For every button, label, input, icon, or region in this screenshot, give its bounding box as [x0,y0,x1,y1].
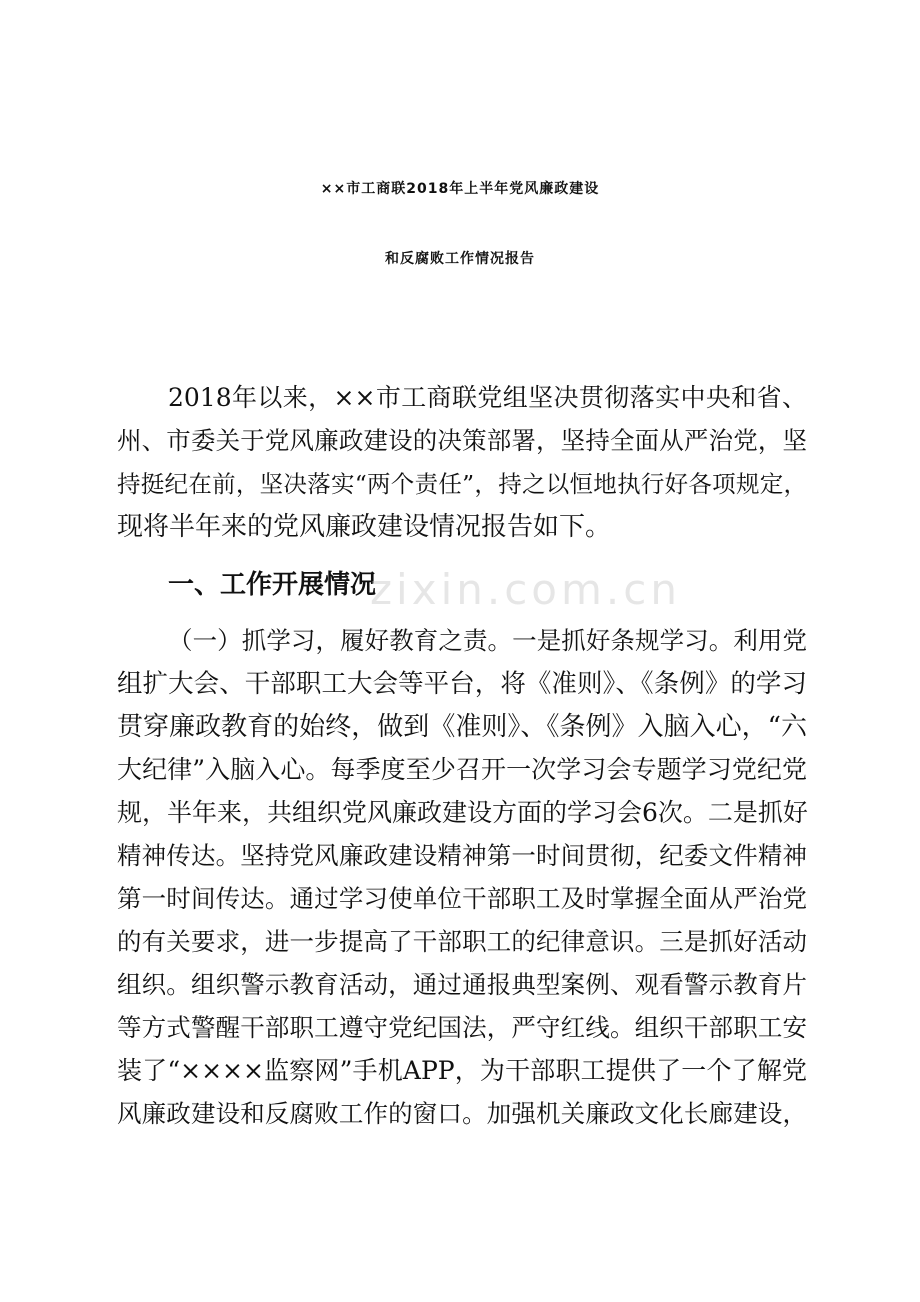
body-paragraph-line: 第一时间传达。通过学习使单位干部职工及时掌握全面从严治党 [117,884,807,913]
body-paragraph-line: 精神传达。坚持党风廉政建设精神第一时间贯彻，纪委文件精神 [117,841,807,870]
body-paragraph-line: 等方式警醒干部职工遵守党纪国法，严守红线。组织干部职工安 [117,1013,807,1042]
section-heading: 一、工作开展情况 [168,570,377,600]
intro-paragraph-line: 现将半年来的党风廉政建设情况报告如下。 [117,512,612,542]
body-paragraph-line: 大纪律”入脑入心。每季度至少召开一次学习会专题学习党纪党 [117,755,807,784]
body-paragraph-line: 风廉政建设和反腐败工作的窗口。加强机关廉政文化长廊建设， [117,1099,807,1128]
body-paragraph-line: 贯穿廉政教育的始终，做到《准则》、《条例》入脑入心，“六 [117,712,807,742]
intro-paragraph-line: 2018年以来，××市工商联党组坚决贯彻落实中央和省、 [168,383,807,412]
watermark: zixin.com.cn [370,565,681,614]
body-paragraph-line: 规，半年来，共组织党风廉政建设方面的学习会6次。二是抓好 [117,798,808,827]
body-paragraph-line: 装了“××××监察网”手机APP，为干部职工提供了一个了解党 [117,1056,807,1085]
document-title-line-1: ××市工商联2018年上半年党风廉政建设 [320,181,600,197]
intro-paragraph-line: 持挺纪在前，坚决落实“两个责任”，持之以恒地执行好各项规定， [117,470,807,498]
body-paragraph-line: 的有关要求，进一步提高了干部职工的纪律意识。三是抓好活动 [117,927,807,956]
intro-paragraph-line: 州、市委关于党风廉政建设的决策部署，坚持全面从严治党，坚 [117,426,807,455]
body-paragraph-line: 组织。组织警示教育活动，通过通报典型案例、观看警示教育片 [117,970,807,999]
document-title-line-2: 和反腐败工作情况报告 [385,251,535,267]
body-paragraph-line: 组扩大会、干部职工大会等平台，将《准则》、《条例》的学习 [117,669,807,699]
body-paragraph-line: （一）抓学习，履好教育之责。一是抓好条规学习。利用党 [168,626,807,655]
